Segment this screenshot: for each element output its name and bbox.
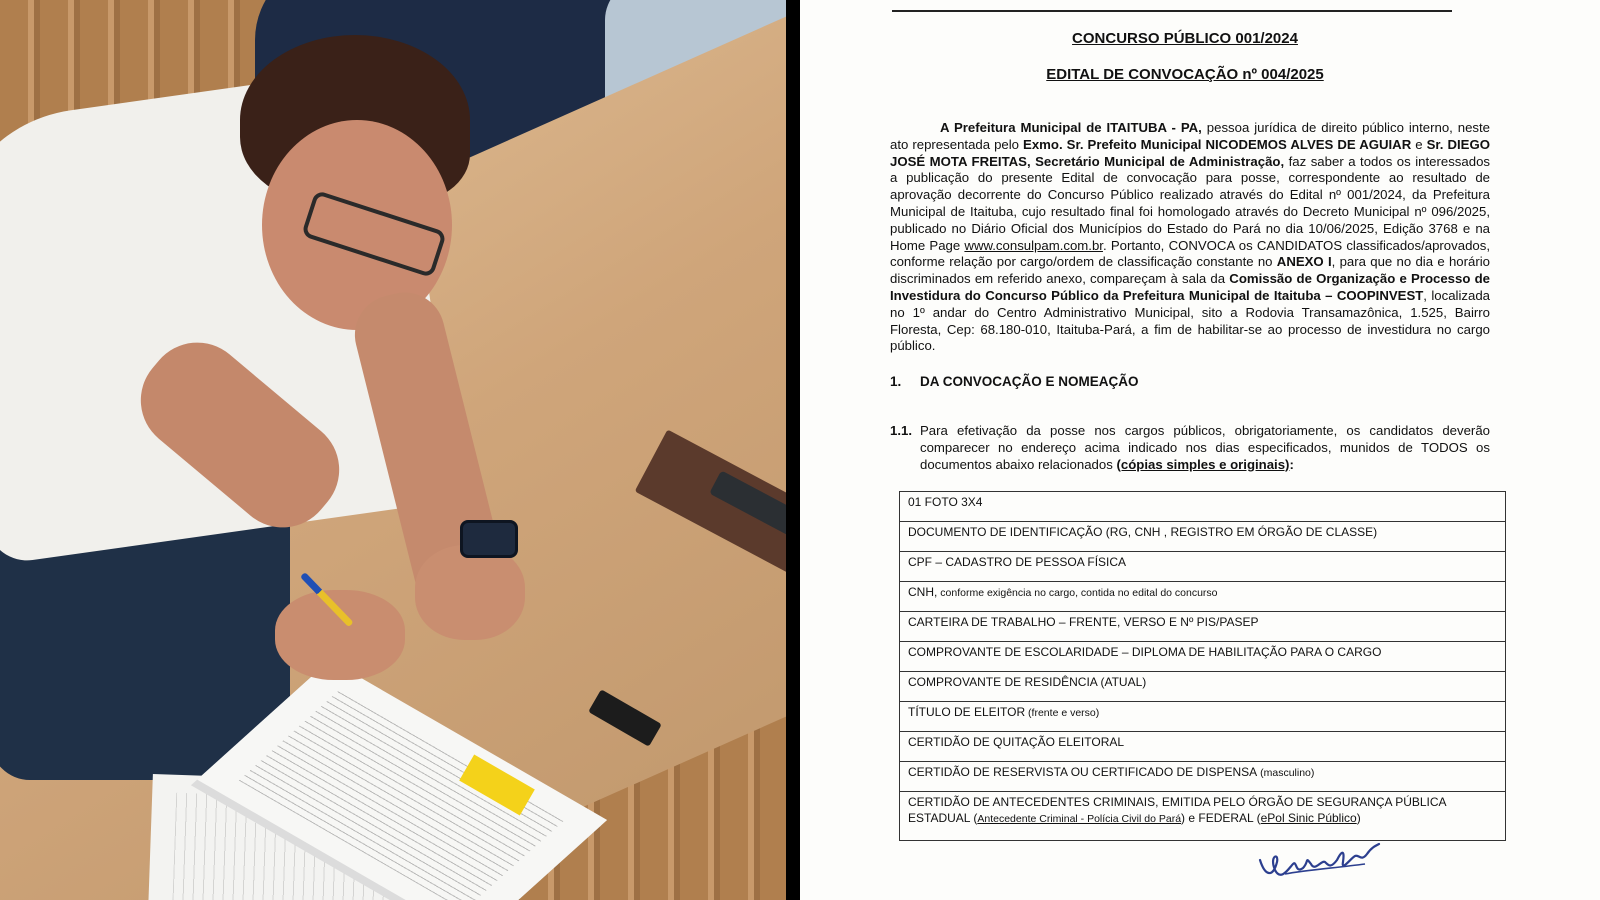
table-row: DOCUMENTO DE IDENTIFICAÇÃO (RG, CNH , REGISTRO EM ÓRGÃO DE CLASSE) (900, 522, 1505, 552)
table-row: CARTEIRA DE TRABALHO – FRENTE, VERSO E Nº PIS/PASEP (900, 612, 1505, 642)
left-hand (275, 590, 405, 680)
table-row: COMPROVANTE DE ESCOLARIDADE – DIPLOMA DE HABILITAÇÃO PARA O CARGO (900, 642, 1505, 672)
required-documents-table (899, 491, 1506, 841)
item-1-1: 1.1. Para efetivação da posse nos cargos públicos, obrigatoriamente, os candidatos deverão comparecer no endereço acima indicado nos dias especificados, munidos de TODOS os documentos abaixo relacionados (cópias simples e originais): (890, 423, 1490, 472)
edital-document (800, 0, 1600, 900)
table-row: 01 FOTO 3X4 (900, 492, 1505, 522)
table-row: COMPROVANTE DE RESIDÊNCIA (ATUAL) (900, 672, 1505, 702)
top-rule (892, 10, 1452, 12)
smartwatch (460, 520, 518, 558)
contest-title: CONCURSO PÚBLICO 001/2024 (1072, 30, 1298, 47)
table-row: CPF – CADASTRO DE PESSOA FÍSICA (900, 552, 1505, 582)
table-row: CNH, conforme exigência no cargo, contida no edital do concurso (900, 582, 1505, 612)
section-heading: 1. DA CONVOCAÇÃO E NOMEAÇÃO (890, 374, 1139, 389)
table-row: TÍTULO DE ELEITOR (frente e verso) (900, 702, 1505, 732)
table-row: CERTIDÃO DE QUITAÇÃO ELEITORAL (900, 732, 1505, 762)
right-hand (415, 545, 525, 640)
image-divider (786, 0, 800, 900)
intro-paragraph: A Prefeitura Municipal de ITAITUBA - PA, pessoa jurídica de direito público interno, neste ato representada pelo Exmo. Sr. Prefeito Municipal NICODEMOS ALVES DE AGUIAR e Sr. DIEGO JOSÉ MOTA FREITAS, Secretário Municipal de Administração, faz saber a todos os interessados a publicação do presente Edital de convocação para posse, correspondente ao resultado de aprovação decorrente do Concurso Público realizado através do Edital nº 001/2024, da Prefeitura Municipal de Itaituba, cujo resultado final foi homologado através do Decreto Municipal nº 096/2025, publicado no Diário Oficial dos Municípios do Estado do Pará no dia 10/06/2025, Edição 3768 e na Home Page www.consulpam.com.br. Portanto, CONVOCA os CANDIDATOS classificados/aprovados, conforme relação por cargo/ordem de classificação constante no ANEXO I, para que no dia e horário discriminados em referido anexo, compareçam à sala da Comissão de Organização e Processo de Investidura do Concurso Público da Prefeitura Municipal de Itaituba – COOPINVEST, localizada no 1º andar do Centro Administrativo Municipal, sito a Rodovia Transamazônica, 1.525, Bairro Floresta, Cep: 68.180-010, Itaituba-Pará, a fim de habilitar-se ao processo de investidura no cargo público. (890, 120, 1491, 354)
edital-title: EDITAL DE CONVOCAÇÃO nº 004/2025 (1046, 66, 1324, 83)
handwritten-signature (1255, 838, 1385, 888)
table-row: CERTIDÃO DE ANTECEDENTES CRIMINAIS, EMITIDA PELO ÓRGÃO DE SEGURANÇA PÚBLICA ESTADUAL (Antecedente Criminal - Polícia Civil do Pará) e FEDERAL (ePol Sinic Público) (908, 795, 1446, 825)
consulpam-link[interactable]: www.consulpam.com.br (964, 237, 1103, 253)
table-row: CERTIDÃO DE RESERVISTA OU CERTIFICADO DE DISPENSA (masculino) (900, 762, 1505, 792)
